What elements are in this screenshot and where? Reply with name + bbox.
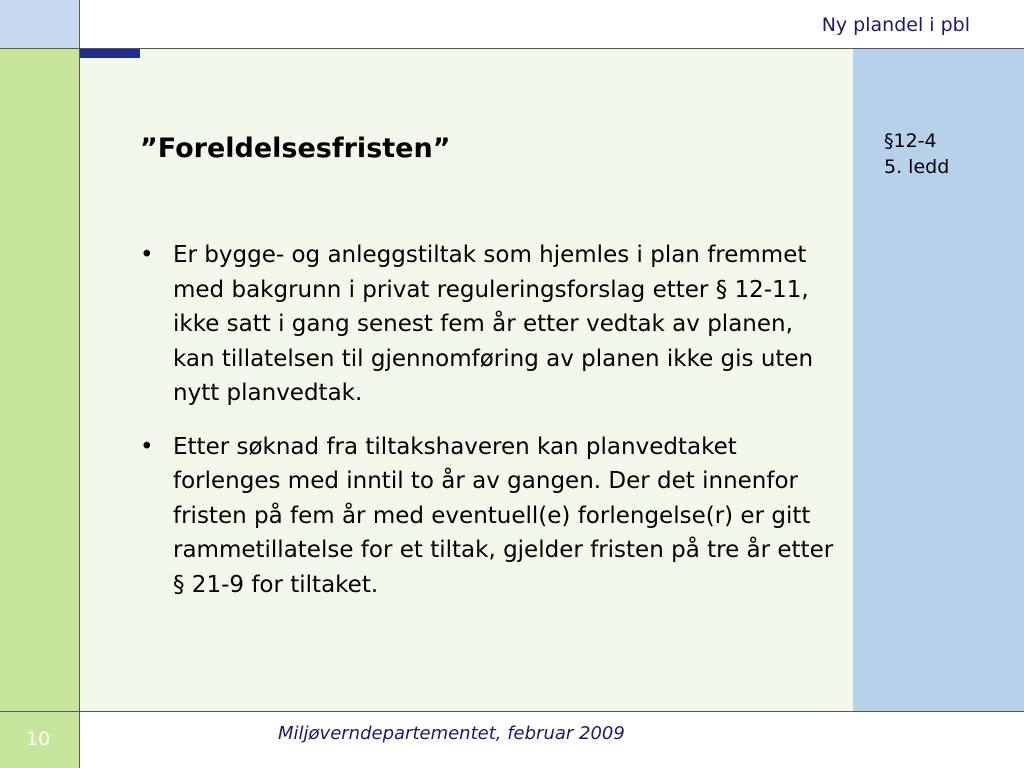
- slide-title: ”Foreldelsesfristen”: [140, 133, 451, 164]
- bullet-item: [140, 430, 840, 603]
- bullet-marker: •: [140, 433, 154, 460]
- bullet-list: [140, 238, 840, 621]
- bullet-marker: •: [140, 242, 154, 268]
- vertical-divider: [79, 0, 80, 768]
- left-sidebar: [0, 48, 79, 711]
- header-title: Ny plandel i pbl: [821, 14, 970, 36]
- section-reference: [884, 128, 949, 180]
- footer-divider: [0, 711, 1024, 712]
- bullet-text: Er bygge- og anleggstiltak som hjemles i plan fremmet med bakgrunn i privat reguleringsforslag etter § 12-11, ikke satt i gang senest fem år etter vedtak av planen, kan tillatelsen til gjennomføring av planen ikke gis uten nytt planvedtak.: [173, 242, 814, 406]
- reference-paragraph: §12-4: [884, 130, 937, 152]
- accent-bar: [80, 49, 140, 58]
- reference-subsection: 5. ledd: [884, 156, 950, 178]
- bullet-item: [140, 238, 840, 411]
- footer-text: Miljøverndepartementet, februar 2009: [278, 723, 625, 744]
- page-number: 10: [26, 728, 51, 750]
- header-divider: [0, 48, 1024, 49]
- left-top-block: [0, 0, 79, 48]
- bullet-text: Etter søknad fra tiltakshaveren kan planvedtaket forlenges med inntil to år av gangen. Der det innenfor fristen på fem år med eventuell(e) forlengelse(r) er gitt rammetillatelse for et tiltak, gjelder fristen på tre år etter § 21-9 for tiltaket.: [173, 433, 834, 598]
